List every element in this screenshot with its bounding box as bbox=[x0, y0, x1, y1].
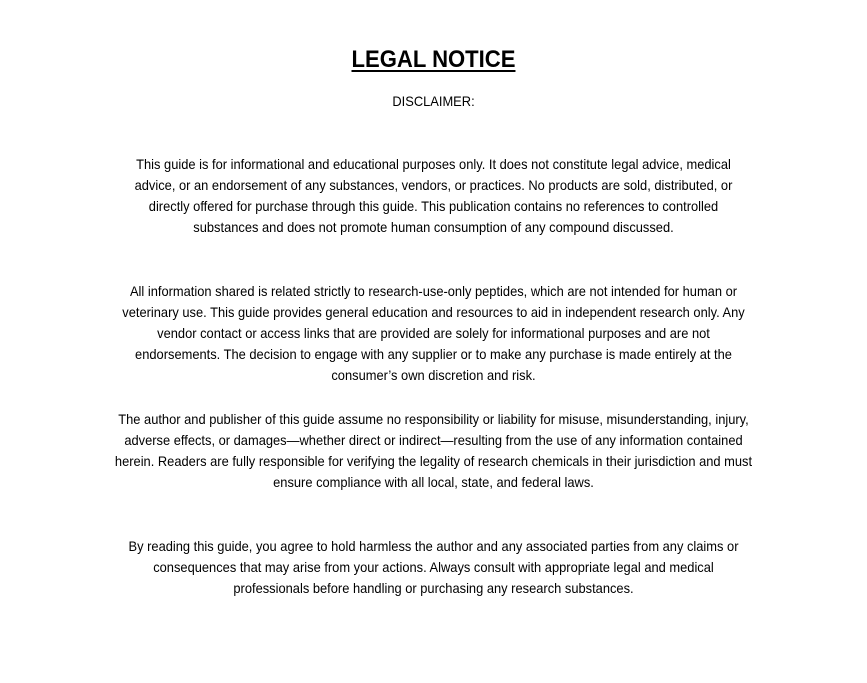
paragraph-research-use-only: All information shared is related strictly to research-use-only peptides, which are not intended for human or veterinary use. This guide provides general education and resources to aid in independent research only. Any vendor contact or access links that are provided are solely for informational purposes and are not endorsements. The decision to engage with any supplier or to make any purchase is made entirely at the consumer’s own discretion and risk. bbox=[122, 283, 745, 383]
disclaimer-heading: DISCLAIMER: bbox=[392, 93, 475, 109]
paragraph-informational-purpose: This guide is for informational and educational purposes only. It does not constitute legal advice, medical advice, or an endorsement of any substances, vendors, or practices. No products are sold, distributed, or directly offered for purchase through this guide. This publication contains no references to controlled substances and does not promote human consumption of any compound discussed. bbox=[134, 156, 733, 235]
paragraph-hold-harmless: By reading this guide, you agree to hold harmless the author and any associated parties from any claims or consequences that may arise from your actions. Always consult with appropriate legal and medical professionals before handling or purchasing any research substances. bbox=[128, 538, 739, 596]
page-title: LEGAL NOTICE bbox=[351, 46, 516, 73]
paragraph-liability: The author and publisher of this guide assume no responsibility or liability for misuse, misunderstanding, injury, adverse effects, or damages—whether direct or indirect—resulting from the use of any information contained herein. Readers are fully responsible for verifying the legality of research chemicals in their jurisdiction and must ensure compliance with all local, state, and federal laws. bbox=[114, 411, 753, 490]
